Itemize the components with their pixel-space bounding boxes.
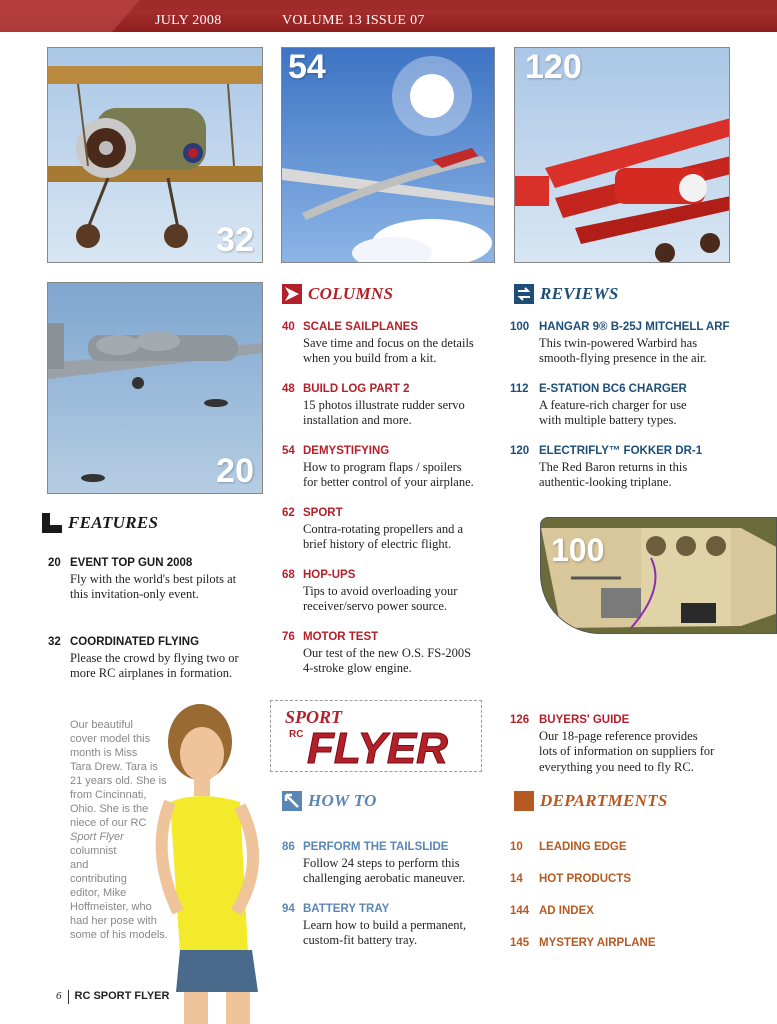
section-title: FEATURES [68, 513, 159, 532]
toc-entry[interactable] [510, 840, 750, 856]
entry-title: ELECTRIFLY™ FOKKER DR-1 [539, 445, 703, 457]
star-column-icon [282, 284, 302, 304]
entry-title: BUILD LOG PART 2 [303, 383, 410, 395]
entry-description: for better control of your airplane. [303, 475, 474, 489]
entry-description: Our 18-page reference provides [539, 728, 698, 743]
entry-page-number: 10 [510, 841, 523, 853]
entry-page-number: 40 [282, 321, 295, 333]
toc-entry[interactable] [510, 904, 750, 920]
entry-page-number: 120 [510, 445, 530, 457]
entry-description: Tips to avoid overloading your [303, 583, 458, 598]
caption-line: niece of our RC [70, 817, 147, 829]
photo-jet[interactable] [47, 282, 263, 494]
logo-art [271, 701, 483, 773]
magazine-logo [270, 700, 482, 772]
entry-page-number: 144 [510, 905, 530, 917]
caption-line: Our beautiful [70, 719, 133, 731]
entry-description: smooth-flying presence in the air. [539, 351, 707, 365]
toc-entry[interactable] [282, 902, 522, 949]
caption-line: month is Miss [70, 747, 138, 759]
toc-entry-buyers-guide[interactable] [510, 713, 772, 775]
square-department-icon [514, 791, 534, 811]
entry-description: more RC airplanes in formation. [70, 666, 233, 680]
entry-title: HOT PRODUCTS [539, 873, 631, 885]
caption-line: Hoffmeister, who [70, 901, 152, 913]
entry-description: Our test of the new O.S. FS-200S [303, 645, 472, 660]
toc-entry[interactable] [510, 936, 750, 952]
entry-description: custom-fit battery tray. [303, 933, 418, 947]
photo-triplane[interactable] [514, 47, 730, 263]
review-arrows-icon [514, 284, 534, 304]
entry-description: with multiple battery types. [539, 413, 677, 427]
caption-line: editor, Mike [70, 887, 127, 899]
toc-entry[interactable] [282, 506, 522, 553]
toc-entry[interactable] [510, 444, 750, 491]
entry-title: EVENT TOP GUN 2008 [70, 557, 193, 569]
entry-page-number: 126 [510, 714, 530, 726]
caption-line: some of his models. [70, 929, 168, 941]
toc-entry[interactable] [510, 382, 750, 429]
page-footer [56, 990, 169, 1004]
entry-description: 4-stroke glow engine. [303, 661, 412, 675]
header-tab [0, 0, 140, 32]
entry-description: everything you need to fly RC. [539, 759, 694, 774]
section-header-columns [282, 284, 393, 304]
entry-title: LEADING EDGE [539, 841, 627, 853]
toc-entry[interactable] [282, 840, 522, 887]
entry-description: How to program flaps / spoilers [303, 459, 462, 474]
photo-glider[interactable] [281, 47, 495, 263]
entry-page-number: 112 [510, 383, 529, 395]
section-header-reviews [514, 284, 619, 304]
entry-description: Follow 24 steps to perform this [303, 855, 460, 870]
logo-flyer: FLYER [307, 724, 448, 773]
entry-description: A feature-rich charger for use [539, 397, 687, 412]
section-title: COLUMNS [308, 284, 394, 303]
entry-page-number: 68 [282, 569, 295, 581]
entry-title: AD INDEX [539, 905, 594, 917]
caption-line: Sport Flyer [70, 831, 124, 843]
photo-page-number: 20 [216, 452, 254, 490]
square-feature-icon [42, 513, 62, 533]
caption-line: contributing [70, 873, 127, 885]
entry-title: SPORT [303, 507, 343, 519]
footer-magazine-name: RC SPORT FLYER [74, 990, 170, 1002]
photo-b25-interior[interactable] [540, 517, 777, 634]
entry-page-number: 48 [282, 383, 295, 395]
entry-page-number: 76 [282, 631, 295, 643]
toc-entry[interactable] [282, 568, 522, 615]
toc-entry[interactable] [510, 872, 750, 888]
entry-description: Learn how to build a permanent, [303, 917, 467, 932]
toc-entry[interactable] [48, 635, 278, 682]
caption-line: from Cincinnati, [70, 789, 147, 801]
caption-line: 21 years old. She is [70, 775, 167, 787]
entry-page-number: 14 [510, 873, 523, 885]
caption-line: columnist [70, 845, 117, 857]
cover-caption [70, 718, 190, 942]
section-header-features [42, 513, 158, 533]
entry-title: DEMYSTIFYING [303, 445, 390, 457]
toc-entry[interactable] [282, 444, 522, 491]
entry-description: authentic-looking triplane. [539, 475, 672, 489]
entry-page-number: 86 [282, 841, 295, 853]
photo-page-number: 32 [216, 221, 254, 259]
entry-page-number: 145 [510, 937, 530, 949]
entry-title: BUYERS' GUIDE [539, 714, 630, 726]
logo-rc: RC [289, 729, 304, 740]
toc-entry[interactable] [282, 320, 522, 367]
issue-volume: VOLUME 13 ISSUE 07 [282, 13, 425, 28]
entry-title: E-STATION BC6 CHARGER [539, 383, 687, 395]
entry-description: Fly with the world's best pilots at [70, 571, 237, 586]
entry-description: Please the crowd by flying two or [70, 650, 239, 665]
caption-line: had her pose with [70, 915, 157, 927]
section-title: DEPARTMENTS [540, 791, 668, 810]
footer-divider [68, 990, 69, 1004]
section-title: HOW TO [308, 791, 377, 810]
caption-line: and [70, 859, 89, 871]
entry-description: this invitation-only event. [70, 587, 199, 601]
entry-page-number: 94 [282, 903, 295, 915]
photo-page-number: 54 [288, 48, 326, 86]
entry-page-number: 62 [282, 507, 295, 519]
caption-line: Ohio. She is the [70, 803, 149, 815]
section-header-departments [514, 791, 668, 811]
entry-description: when you build from a kit. [303, 351, 437, 365]
entry-description: Contra-rotating propellers and a [303, 521, 464, 536]
entry-description: lots of information on suppliers for [539, 744, 715, 758]
footer-page-number: 6 [56, 990, 62, 1002]
entry-title: SCALE SAILPLANES [303, 321, 419, 333]
entry-page-number: 54 [282, 445, 295, 457]
toc-entry[interactable] [510, 320, 750, 367]
toc-entry[interactable] [282, 382, 522, 429]
entry-title: HOP-UPS [303, 569, 356, 581]
header-bar [0, 0, 777, 32]
issue-date: JULY 2008 [155, 13, 222, 28]
toc-entry[interactable] [282, 630, 522, 677]
entry-description: brief history of electric flight. [303, 537, 452, 551]
entry-page-number: 32 [48, 636, 61, 648]
entry-page-number: 20 [48, 557, 61, 569]
entry-title: MOTOR TEST [303, 631, 379, 643]
entry-page-number: 100 [510, 321, 530, 333]
entry-title: PERFORM THE TAILSLIDE [303, 841, 449, 853]
logo-sport: SPORT [285, 707, 343, 727]
photo-page-number: 120 [525, 48, 582, 86]
section-title: REVIEWS [540, 284, 619, 303]
entry-description: 15 photos illustrate rudder servo [303, 397, 465, 412]
howto-arrow-icon [282, 791, 302, 811]
caption-line: Tara Drew. Tara is [70, 761, 158, 773]
entry-title: BATTERY TRAY [303, 903, 390, 915]
entry-description: installation and more. [303, 413, 412, 427]
entry-description: Save time and focus on the details [303, 335, 474, 350]
photo-page-number: 100 [551, 532, 605, 568]
entry-title: MYSTERY AIRPLANE [539, 937, 656, 949]
entry-description: challenging aerobatic maneuver. [303, 871, 466, 885]
entry-description: This twin-powered Warbird has [539, 335, 698, 350]
photo-biplane[interactable] [47, 47, 263, 263]
section-header-howto [282, 791, 377, 811]
caption-line: cover model this [70, 733, 151, 745]
toc-entry[interactable] [48, 556, 278, 603]
entry-title: COORDINATED FLYING [70, 636, 200, 648]
entry-description: receiver/servo power source. [303, 599, 448, 613]
entry-description: The Red Baron returns in this [539, 459, 688, 474]
entry-title: HANGAR 9® B-25J MITCHELL ARF [539, 321, 730, 333]
